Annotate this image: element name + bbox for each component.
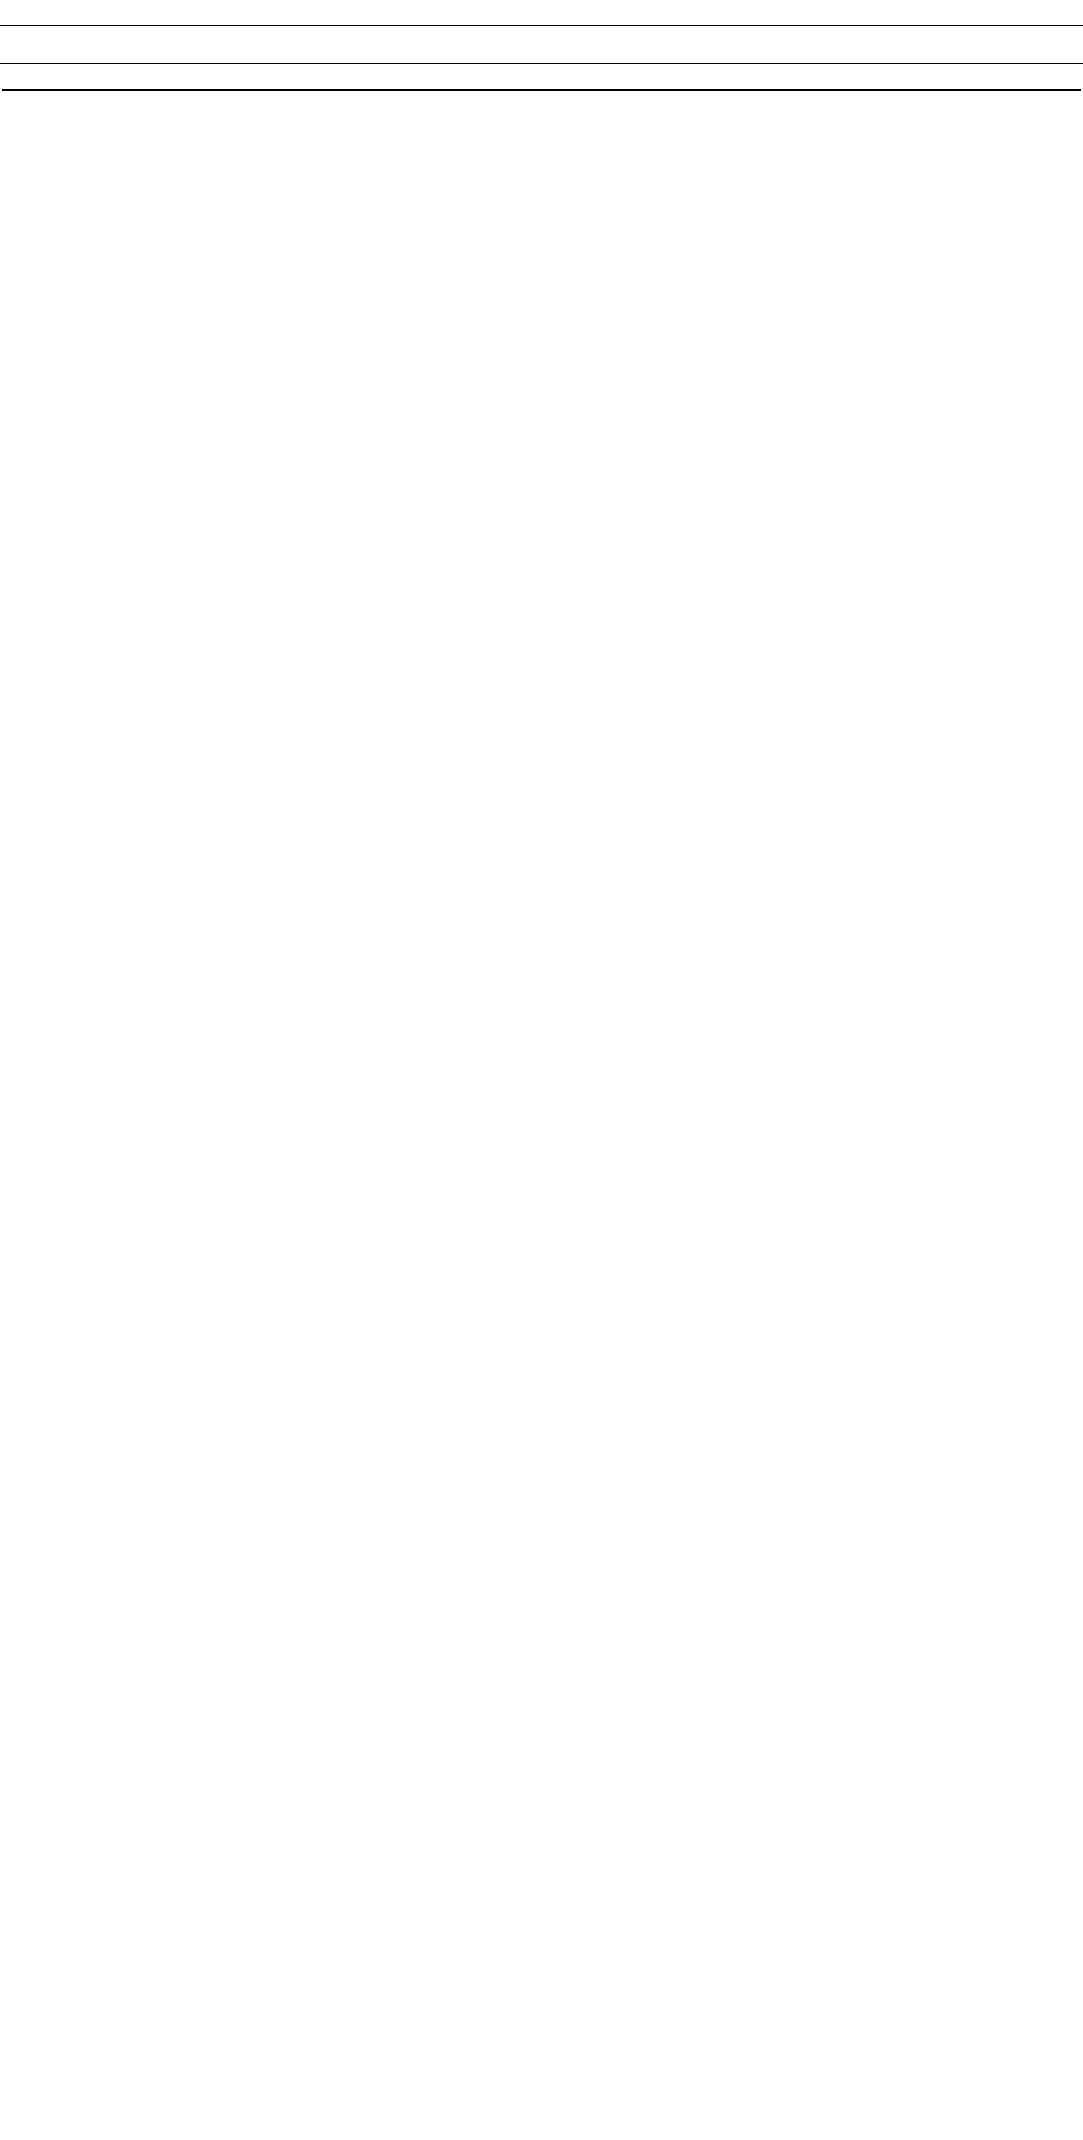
info-row: [0, 64, 1083, 89]
top-gridline-strip: [0, 0, 1083, 26]
page-title: [0, 26, 1083, 64]
bottom-gridline-strip: [0, 91, 1083, 121]
